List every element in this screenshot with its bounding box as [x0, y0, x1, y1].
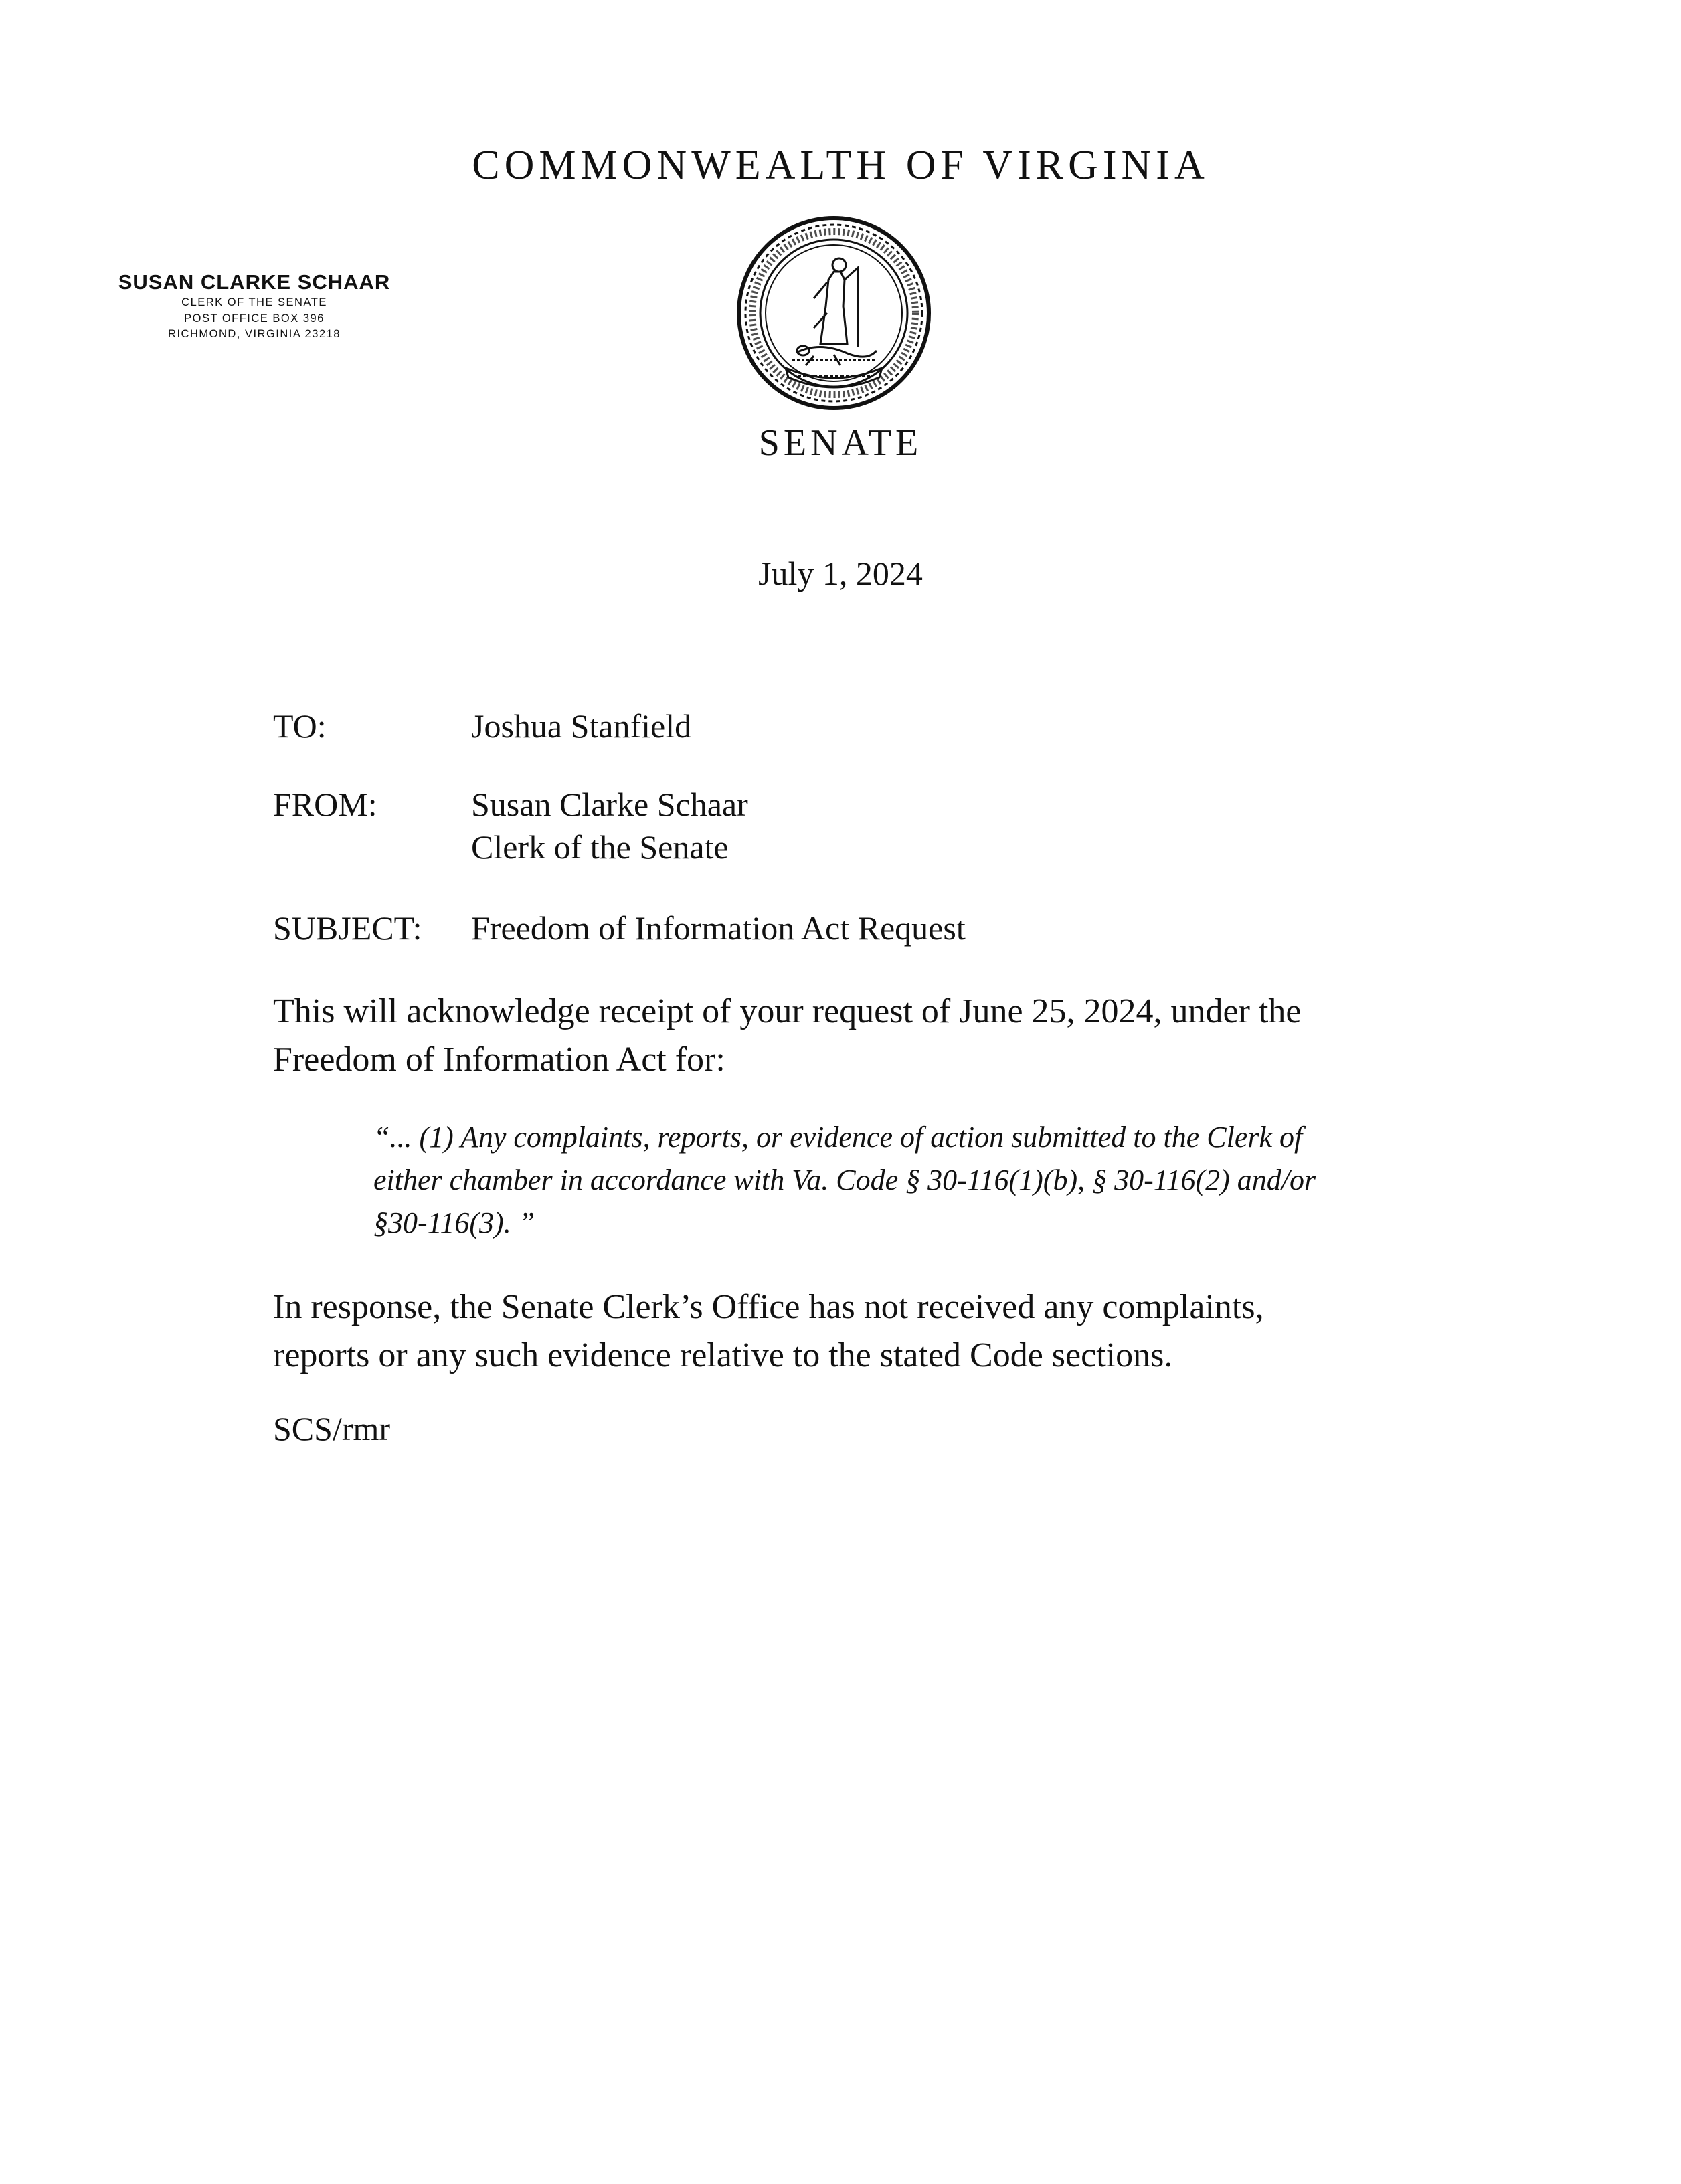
letter-date: July 1, 2024 — [758, 555, 923, 592]
memo-to-value: Joshua Stanfield — [471, 707, 692, 745]
paragraph-line: reports or any such evidence relative to the stated Code sections. — [273, 1336, 1173, 1374]
sender-po-box: POST OFFICE BOX 396 — [184, 312, 325, 325]
request-quote — [373, 1116, 1316, 1245]
sender-name: SUSAN CLARKE SCHAAR — [118, 270, 391, 294]
acknowledgement-paragraph — [273, 988, 1301, 1084]
virginia-state-seal-icon — [733, 213, 934, 414]
quote-line: either chamber in accordance with Va. Code § 30-116(1)(b), § 30-116(2) and/or — [373, 1164, 1316, 1196]
paragraph-line: In response, the Senate Clerk’s Office has not received any complaints, — [273, 1288, 1264, 1326]
memo-from-label: FROM: — [273, 786, 377, 823]
memo-from-name: Susan Clarke Schaar — [471, 786, 748, 823]
memo-to-label: TO: — [273, 707, 327, 745]
sender-title: CLERK OF THE SENATE — [181, 296, 327, 308]
sender-city: RICHMOND, VIRGINIA 23218 — [168, 328, 341, 340]
paragraph-line: This will acknowledge receipt of your request of June 25, 2024, under the — [273, 992, 1302, 1030]
memo-subject-value: Freedom of Information Act Request — [471, 909, 966, 947]
letterhead-commonwealth: COMMONWEALTH OF VIRGINIA — [472, 143, 1209, 188]
memo-subject-label: SUBJECT: — [273, 909, 422, 947]
paragraph-line: Freedom of Information Act for: — [273, 1040, 725, 1079]
letterhead-senate: SENATE — [758, 422, 923, 464]
response-paragraph — [273, 1283, 1264, 1380]
memo-from-title: Clerk of the Senate — [471, 828, 729, 866]
sender-address-block — [100, 272, 408, 340]
quote-line: §30-116(3). ” — [373, 1206, 535, 1239]
quote-line: “... (1) Any complaints, reports, or evidence of action submitted to the Clerk of — [373, 1121, 1303, 1154]
typist-initials: SCS/rmr — [273, 1410, 391, 1447]
